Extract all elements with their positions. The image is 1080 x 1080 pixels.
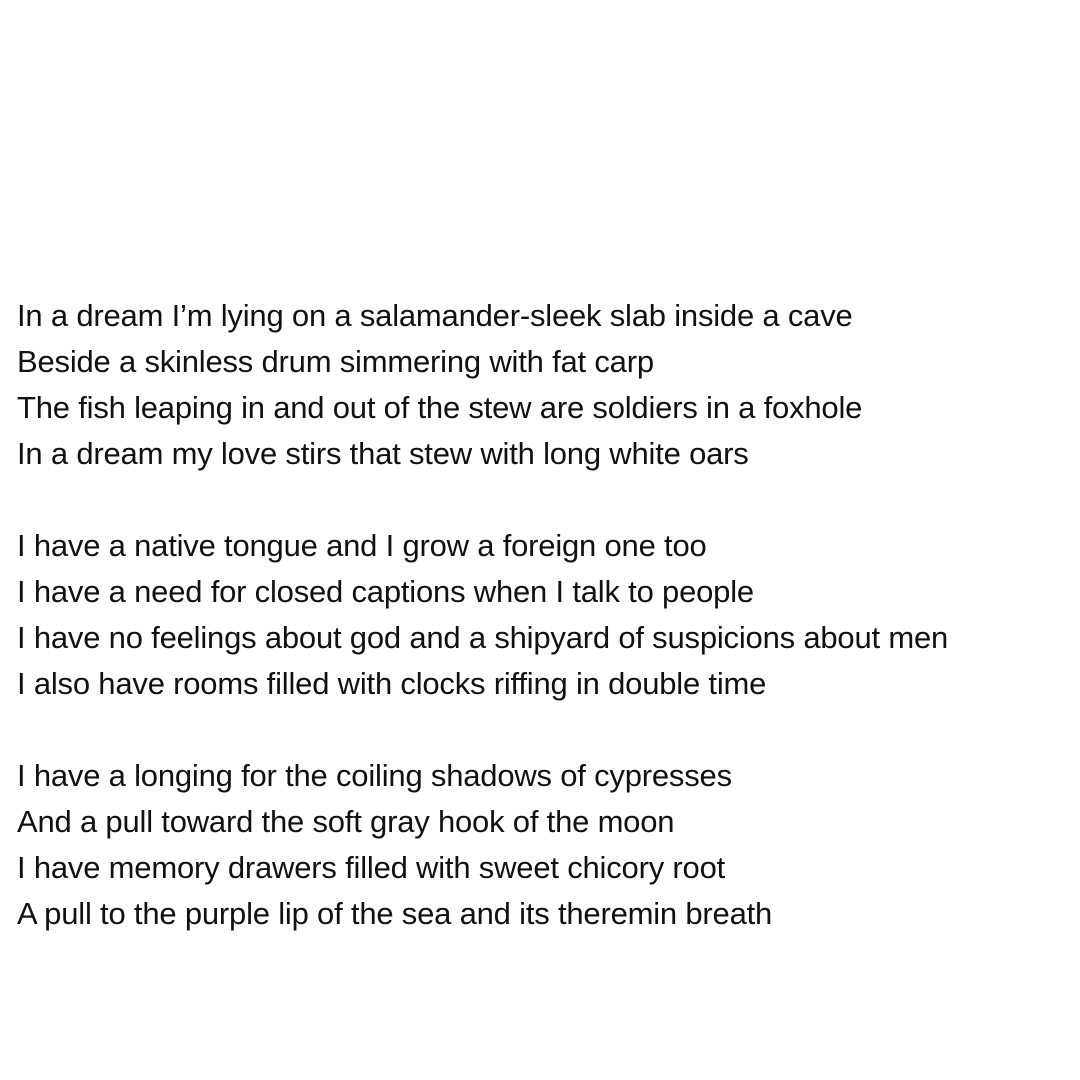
poem-line: I have a need for closed captions when I talk to people (17, 574, 754, 609)
stanza-3 (17, 753, 1077, 937)
stanza-1 (17, 293, 1077, 477)
poem-line: A pull to the purple lip of the sea and its theremin breath (17, 896, 773, 931)
poem-line: Beside a skinless drum simmering with fat carp (17, 344, 654, 379)
poem-line: I have memory drawers filled with sweet chicory root (17, 850, 726, 885)
poem-line: The fish leaping in and out of the stew are soldiers in a foxhole (17, 390, 863, 425)
poem-line: I have a native tongue and I grow a foreign one too (17, 528, 707, 563)
poem-line: In a dream my love stirs that stew with long white oars (17, 436, 749, 471)
poem-line: And a pull toward the soft gray hook of the moon (17, 804, 675, 839)
poem-text (17, 293, 1077, 983)
poem-line: In a dream I’m lying on a salamander-sleek slab inside a cave (17, 298, 853, 333)
poem-line: I have no feelings about god and a shipyard of suspicions about men (17, 620, 949, 655)
poem-line: I also have rooms filled with clocks riffing in double time (17, 666, 767, 701)
poem-line: I have a longing for the coiling shadows of cypresses (17, 758, 732, 793)
stanza-2 (17, 523, 1077, 707)
